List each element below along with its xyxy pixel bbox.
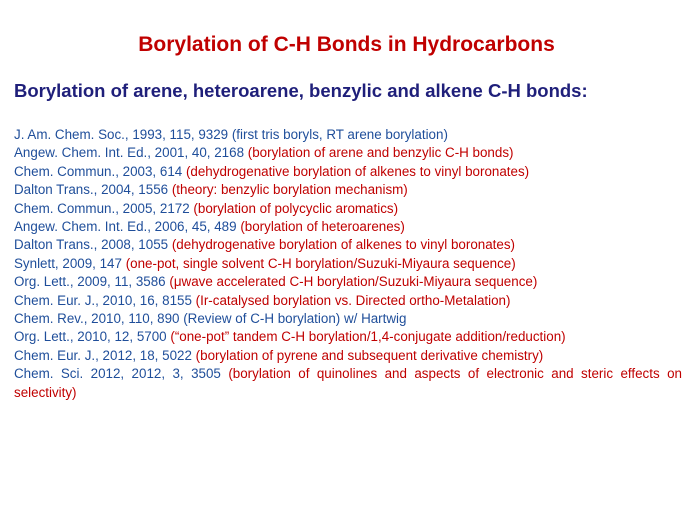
reference-note: (borylation of quinolines and aspects of electronic and steric effects on selectivity) <box>14 366 682 400</box>
reference-item <box>14 292 682 310</box>
reference-note: (dehydrogenative borylation of alkenes to vinyl boronates) <box>185 163 530 179</box>
reference-citation: Dalton Trans., 2004, 1556 <box>14 182 169 198</box>
reference-note: (“one-pot” tandem C-H borylation/1,4-conjugate addition/reduction) <box>170 329 566 345</box>
reference-item <box>14 347 682 365</box>
reference-item <box>14 163 682 181</box>
reference-item <box>14 181 682 199</box>
reference-item <box>14 200 682 218</box>
reference-note: (μwave accelerated C-H borylation/Suzuki-Miyaura sequence) <box>169 274 538 290</box>
reference-note: (borylation of arene and benzylic C-H bonds) <box>247 145 514 161</box>
reference-list <box>14 126 682 402</box>
reference-item <box>14 328 682 346</box>
reference-item <box>14 236 682 254</box>
reference-citation: Dalton Trans., 2008, 1055 <box>14 237 169 253</box>
reference-citation: Chem. Eur. J., 2012, 18, 5022 <box>14 347 192 363</box>
reference-citation: Chem. Commun., 2003, 614 <box>14 163 183 179</box>
slide-subtitle: Borylation of arene, heteroarene, benzylic and alkene C-H bonds: <box>14 80 588 101</box>
reference-note: (theory: benzylic borylation mechanism) <box>171 182 408 198</box>
reference-item <box>14 255 682 273</box>
reference-item <box>14 365 682 402</box>
reference-citation: Org. Lett., 2010, 12, 5700 <box>14 329 167 345</box>
reference-citation: Chem. Eur. J., 2010, 16, 8155 <box>14 292 192 308</box>
reference-citation: Org. Lett., 2009, 11, 3586 <box>14 274 166 290</box>
reference-note: (dehydrogenative borylation of alkenes to vinyl boronates) <box>171 237 515 253</box>
reference-citation: Angew. Chem. Int. Ed., 2006, 45, 489 <box>14 219 237 235</box>
reference-citation: J. Am. Chem. Soc., 1993, 115, 9329 (first tris boryls, RT arene borylation) <box>14 127 448 142</box>
reference-note: (borylation of pyrene and subsequent derivative chemistry) <box>195 347 544 363</box>
reference-citation: Angew. Chem. Int. Ed., 2001, 40, 2168 <box>14 145 245 161</box>
reference-note: (one-pot, single solvent C-H borylation/Suzuki-Miyaura sequence) <box>125 255 516 271</box>
reference-citation: Synlett, 2009, 147 <box>14 255 122 271</box>
reference-note: (borylation of heteroarenes) <box>240 219 405 235</box>
reference-citation: Chem. Commun., 2005, 2172 <box>14 200 190 216</box>
reference-item <box>14 126 682 144</box>
reference-item <box>14 218 682 236</box>
reference-note: (borylation of polycyclic aromatics) <box>193 200 399 216</box>
reference-note: (Ir-catalysed borylation vs. Directed ortho-Metalation) <box>195 292 511 308</box>
reference-citation: Chem. Sci. 2012, 2012, 3, 3505 <box>14 366 221 382</box>
slide-title: Borylation of C-H Bonds in Hydrocarbons <box>138 33 555 56</box>
reference-item <box>14 310 682 328</box>
reference-item <box>14 273 682 291</box>
reference-citation: Chem. Rev., 2010, 110, 890 (Review of C-H borylation) w/ Hartwig <box>14 311 407 327</box>
reference-item <box>14 144 682 162</box>
